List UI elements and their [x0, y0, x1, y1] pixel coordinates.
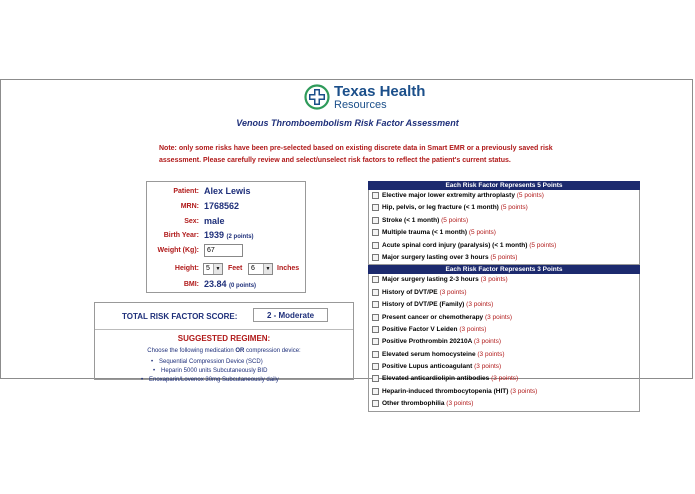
checkbox-icon[interactable]: [372, 314, 379, 321]
total-score-label: TOTAL RISK FACTOR SCORE:: [122, 312, 238, 321]
risk-factor-text: Other thrombophilia: [382, 400, 445, 408]
risk-factor-panel: [368, 181, 640, 412]
brand-subname: Resources: [334, 99, 387, 111]
regimen-list: [143, 358, 279, 385]
regimen-instructions-pre: Choose the following medication: [147, 348, 236, 354]
risk-factor-points: (3 points): [446, 400, 474, 408]
checkbox-icon[interactable]: [372, 289, 379, 296]
risk-factor-label: [382, 215, 468, 227]
risk-factor-label: [382, 190, 544, 202]
risk-factor-label: [382, 287, 467, 299]
patient-name: Alex Lewis: [204, 186, 251, 196]
risk-factor-row[interactable]: [369, 361, 639, 373]
risk-factor-points: (5 points): [516, 192, 544, 199]
checkbox-icon[interactable]: [372, 242, 379, 249]
regimen-instructions-post: compression device:: [244, 348, 301, 354]
risk5-list: [368, 190, 640, 265]
bmi-value: [204, 279, 256, 289]
patient-label: Patient:: [173, 188, 199, 195]
birth-year-value: [204, 230, 254, 240]
birth-year-points: (2 points): [226, 234, 254, 240]
regimen-or: OR: [235, 348, 245, 354]
page-title: Venous Thromboembolism Risk Factor Assessment: [236, 118, 459, 128]
height-label: Height:: [174, 265, 199, 272]
risk-factor-text: Major surgery lasting 2-3 hours: [382, 276, 479, 284]
regimen-title: SUGGESTED REGIMEN:: [177, 334, 271, 343]
risk-factor-points: (5 points): [441, 216, 469, 224]
mrn-label: MRN:: [180, 203, 199, 210]
risk-factor-row[interactable]: [369, 287, 639, 299]
regimen-item: • Heparin 5000 units Subcutaneously BID: [161, 367, 279, 376]
sex-value: male: [204, 216, 225, 226]
risk-factor-row[interactable]: [369, 299, 639, 311]
checkbox-icon[interactable]: [372, 351, 379, 358]
risk-factor-text: Positive Lupus anticoagulant: [382, 363, 473, 371]
risk-factor-row[interactable]: [369, 215, 639, 227]
checkbox-icon[interactable]: [372, 229, 379, 236]
risk-factor-points: (5 points): [468, 229, 496, 237]
risk-factor-text: History of DVT/PE: [382, 288, 438, 296]
bmi-label: BMI:: [183, 281, 199, 288]
risk-factor-label: [382, 398, 473, 410]
risk-factor-text: Hip, pelvis, or leg fracture (< 1 month): [382, 204, 499, 212]
risk-factor-row[interactable]: [369, 252, 639, 264]
risk-factor-label: [382, 240, 556, 252]
risk-factor-points: (3 points): [473, 338, 501, 346]
height-feet-select[interactable]: [203, 263, 223, 275]
risk-factor-label: [382, 312, 512, 324]
risk-factor-text: Major surgery lasting over 3 hours: [382, 253, 489, 261]
risk-factor-points: (3 points): [474, 363, 502, 371]
checkbox-icon[interactable]: [372, 254, 379, 261]
risk-factor-row[interactable]: [369, 312, 639, 324]
assessment-frame: [0, 79, 693, 408]
risk-factor-points: (3 points): [484, 313, 513, 321]
risk-factor-points: (3 points): [510, 387, 538, 395]
risk-factor-points: (5 points): [500, 204, 528, 212]
checkbox-icon[interactable]: [372, 326, 379, 333]
bmi-points: (0 points): [229, 283, 257, 289]
chevron-down-icon: ▼: [213, 264, 222, 274]
risk3-list: [368, 274, 640, 411]
inches-label: Inches: [277, 265, 300, 272]
checkbox-icon[interactable]: [372, 338, 379, 345]
checkbox-icon[interactable]: [372, 301, 379, 308]
height-inches-select[interactable]: [248, 263, 273, 275]
checkbox-icon[interactable]: [372, 204, 379, 211]
score-box: [94, 302, 354, 383]
risk-factor-points: (3 points): [477, 350, 505, 358]
risk-factor-text: Heparin-induced thrombocytopenia (HIT): [382, 387, 509, 395]
risk-factor-points: (3 points): [439, 288, 467, 296]
risk-factor-text: Positive Prothrombin 20210A: [382, 338, 473, 346]
sex-label: Sex:: [184, 218, 199, 225]
risk-factor-label: [382, 361, 501, 373]
divider: [95, 329, 353, 330]
regimen-item: • Sequential Compression Device (SCD): [159, 358, 279, 367]
checkbox-icon[interactable]: [372, 276, 379, 283]
risk-factor-row[interactable]: [369, 373, 639, 385]
checkbox-icon[interactable]: [372, 400, 379, 407]
risk-factor-text: Positive Factor V Leiden: [382, 325, 458, 333]
risk-factor-row[interactable]: [369, 349, 639, 361]
risk-factor-text: Present cancer or chemotherapy: [382, 313, 484, 321]
mrn-value: 1768562: [204, 201, 240, 211]
risk-factor-points: (5 points): [529, 241, 557, 249]
risk3-header: Each Risk Factor Represents 3 Points: [368, 265, 640, 274]
risk-factor-label: [382, 202, 528, 214]
feet-label: Feet: [228, 265, 243, 272]
risk-factor-points: (3 points): [459, 325, 487, 333]
risk-factor-row[interactable]: [369, 398, 639, 410]
regimen-instructions: [95, 348, 353, 354]
checkbox-icon[interactable]: [372, 217, 379, 224]
risk-factor-label: [382, 227, 496, 239]
total-score-value: 2 - Moderate: [253, 308, 328, 322]
risk-factor-row[interactable]: [369, 336, 639, 348]
brand-name: Texas Health: [334, 83, 426, 100]
risk-factor-points: (5 points): [490, 253, 518, 261]
risk-factor-points: (3 points): [480, 276, 508, 284]
weight-input[interactable]: 67: [204, 244, 243, 257]
risk-factor-row[interactable]: [369, 202, 639, 214]
risk-factor-label: [382, 373, 518, 385]
risk-factor-row[interactable]: [369, 240, 639, 252]
risk-factor-points: (3 points): [466, 301, 494, 309]
height-feet-value: 5: [206, 265, 210, 272]
risk-factor-label: [382, 274, 508, 286]
checkbox-icon[interactable]: [372, 192, 379, 199]
risk-factor-label: [382, 349, 505, 361]
risk-factor-text: Stroke (< 1 month): [382, 216, 440, 224]
regimen-item: • Enoxaparin/Lovenox 30mg Subcutaneously daily: [149, 376, 279, 385]
risk-factor-text: Multiple trauma (< 1 month): [382, 229, 468, 237]
risk-factor-label: [382, 299, 493, 311]
risk-factor-text: Elevated anticardiolipin antibodies: [382, 375, 490, 383]
risk-factor-row[interactable]: [369, 386, 639, 398]
risk-factor-row[interactable]: [369, 274, 639, 286]
checkbox-icon[interactable]: [372, 375, 379, 382]
bmi-number: 23.84: [204, 279, 227, 289]
risk-factor-points: (3 points): [491, 375, 519, 383]
risk-factor-label: [382, 336, 501, 348]
birth-year-number: 1939: [204, 230, 225, 240]
birth-year-label: Birth Year:: [163, 232, 199, 239]
chevron-down-icon: ▼: [263, 264, 272, 274]
risk-factor-row[interactable]: [369, 190, 639, 202]
risk-factor-label: [382, 386, 537, 398]
risk-factor-text: Acute spinal cord injury (paralysis) (< 1 month): [382, 241, 528, 249]
checkbox-icon[interactable]: [372, 363, 379, 370]
risk-factor-row[interactable]: [369, 324, 639, 336]
risk-factor-label: [382, 324, 486, 336]
risk-factor-text: History of DVT/PE (Family): [382, 301, 465, 309]
risk-factor-row[interactable]: [369, 227, 639, 239]
risk5-header: Each Risk Factor Represents 5 Points: [368, 181, 640, 190]
checkbox-icon[interactable]: [372, 388, 379, 395]
weight-label: Weight (Kg):: [157, 247, 199, 254]
texas-health-cross-logo-icon: [304, 84, 330, 110]
patient-info-box: [146, 181, 306, 293]
risk-factor-text: Elevated serum homocysteine: [382, 350, 476, 358]
risk-factor-label: [382, 252, 517, 264]
height-inches-value: 6: [251, 265, 255, 272]
preselection-note: Note: only some risks have been pre-selected based on existing discrete data in Smart EMR or a previously saved risk assessment. Please carefully review and select/unselect risk factors to reflect the patient's current status.: [159, 145, 553, 164]
risk-factor-text: Elective major lower extremity arthroplasty: [382, 192, 515, 199]
